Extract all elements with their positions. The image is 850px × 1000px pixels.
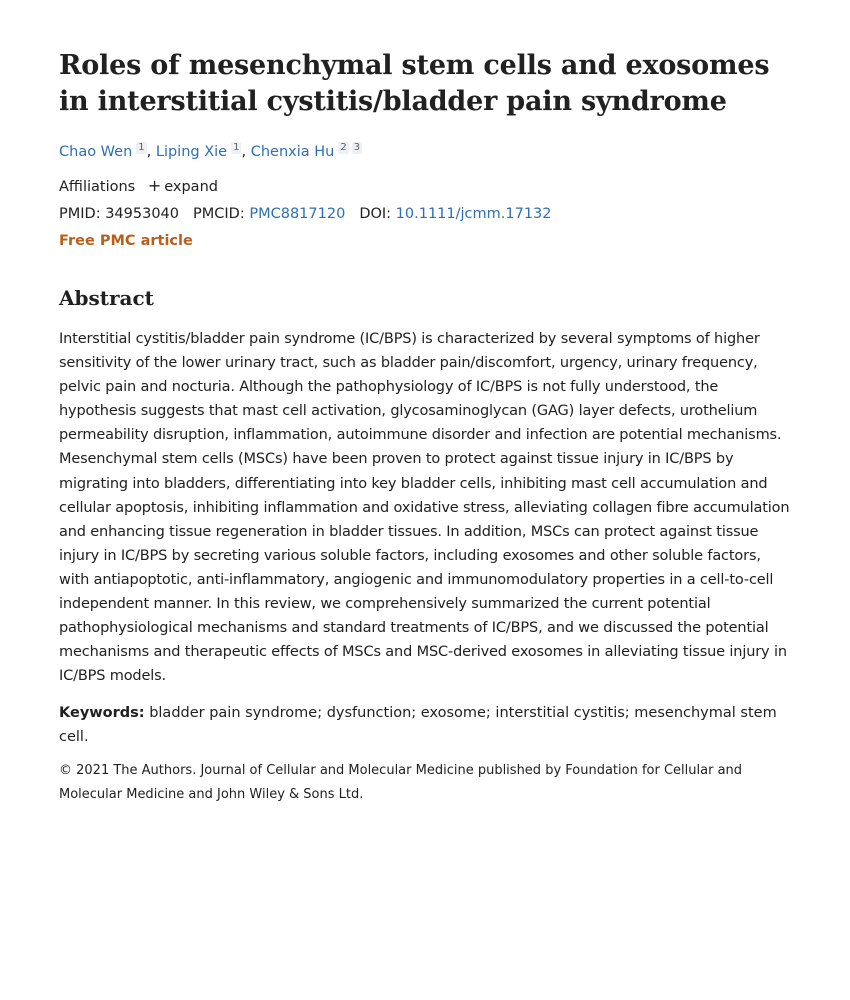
expand-label: expand xyxy=(164,179,218,195)
affiliations-row xyxy=(59,176,790,197)
affiliations-label: Affiliations xyxy=(59,179,136,195)
doi-label: DOI: xyxy=(359,206,392,222)
author-link[interactable]: Chao Wen xyxy=(59,144,133,160)
abstract-text: Interstitial cystitis/bladder pain syndrome (IC/BPS) is characterized by several symptoms of higher sensitivity of the lower urinary tract, such as bladder pain/discomfort, urgency, urinary frequency, pelvic pain and nocturia. Although the pathophysiology of IC/BPS is not fully understood, the hypothesis suggests that mast cell activation, glycosaminoglycan (GAG) layer defects, urothelium permeability disruption, inflammation, autoimmune disorder and infection are potential mechanisms. Mesenchymal stem cells (MSCs) have been proven to protect against tissue injury in IC/BPS by migrating into bladders, differentiating into key bladder cells, inhibiting mast cell accumulation and cellular apoptosis, inhibiting inflammation and oxidative stress, alleviating collagen fibre accumulation and enhancing tissue regeneration in bladder tissues. In addition, MSCs can protect against tissue injury in IC/BPS by secreting various soluble factors, including exosomes and other soluble factors, with antiapoptotic, anti-inflammatory, angiogenic and immunomodulatory properties in a cell-to-cell independent manner. In this review, we comprehensively summarized the current potential pathophysiological mechanisms and standard treatments of IC/BPS, and we discussed the potential mechanisms and therapeutic effects of MSCs and MSC-derived exosomes in alleviating tissue injury in IC/BPS models. xyxy=(59,331,790,685)
identifiers-row xyxy=(59,204,790,224)
keywords-label: Keywords: xyxy=(59,705,145,722)
keywords-row xyxy=(59,701,790,749)
author-link[interactable]: Liping Xie xyxy=(155,144,228,160)
author-link[interactable]: Chenxia Hu xyxy=(250,144,335,160)
keywords-text: bladder pain syndrome; dysfunction; exosome; interstitial cystitis; mesenchymal stem cell. xyxy=(59,705,777,746)
pmcid-label: PMCID: xyxy=(193,206,245,222)
pmid-label: PMID: xyxy=(59,206,101,222)
copyright-notice: © 2021 The Authors. Journal of Cellular and Molecular Medicine published by Foundation for Cellular and Molecular Medicine and John Wiley & Sons Ltd. xyxy=(59,763,743,803)
pmcid-link[interactable]: PMC8817120 xyxy=(249,206,346,222)
affiliation-ref[interactable]: 3 xyxy=(353,142,361,153)
pmid-value: 34953040 xyxy=(105,206,180,222)
free-pmc-article-link[interactable]: Free PMC article xyxy=(59,233,193,249)
affiliation-ref[interactable]: 1 xyxy=(138,142,145,153)
plus-icon: + xyxy=(147,176,162,195)
expand-affiliations-button[interactable] xyxy=(148,176,218,197)
affiliation-ref[interactable]: 1 xyxy=(233,142,240,153)
abstract-heading: Abstract xyxy=(59,286,154,310)
affiliation-ref[interactable]: 2 xyxy=(340,142,347,153)
doi-link[interactable]: 10.1111/jcmm.17132 xyxy=(395,206,552,222)
author-list: Chao Wen 1 , Liping Xie 1 , Chenxia Hu 2 3 xyxy=(59,142,361,160)
article-title: Roles of mesenchymal stem cells and exosomes in interstitial cystitis/bladder pain syndrome xyxy=(59,50,770,117)
